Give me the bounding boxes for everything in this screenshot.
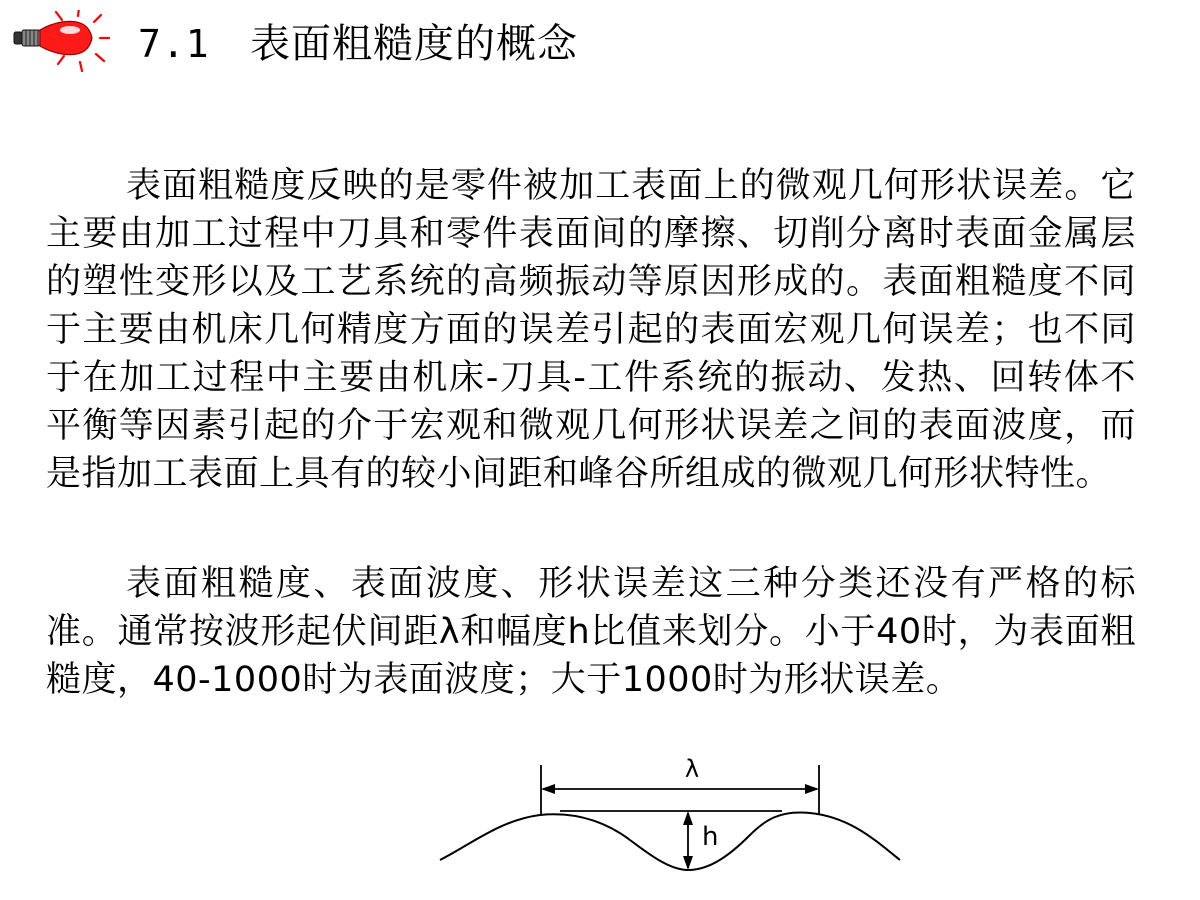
section-title: 表面粗糙度的概念 — [250, 21, 578, 67]
slide-header — [0, 0, 1200, 110]
light-bulb-icon — [10, 10, 110, 74]
wave-diagram — [430, 755, 910, 885]
h-label: h — [702, 822, 719, 852]
wave-profile — [440, 812, 900, 870]
page-title — [138, 18, 578, 70]
section-number: 7.1 — [138, 22, 210, 66]
paragraph-definition: 表面粗糙度反映的是零件被加工表面上的微观几何形状误差。它主要由加工过程中刀具和零件表面间的摩擦、切削分离时表面金属层的塑性变形以及工艺系统的高频振动等原因形成的。表面粗糙度不同于主要由机床几何精度方面的误差引起的表面宏观几何误差；也不同于在加工过程中主要由机床-刀具-工件系统的振动、发热、回转体不平衡等因素引起的介于宏观和微观几何形状误差之间的表面波度，而是指加工表面上具有的较小间距和峰谷所组成的微观几何形状特性。 — [46, 166, 1136, 494]
lambda-label: λ — [684, 755, 700, 783]
paragraph-classification: 表面粗糙度、表面波度、形状误差这三种分类还没有严格的标准。通常按波形起伏间距λ和幅度h比值来划分。小于40时，为表面粗糙度，40-1000时为表面波度；大于1000时为形状误差。 — [46, 564, 1136, 700]
